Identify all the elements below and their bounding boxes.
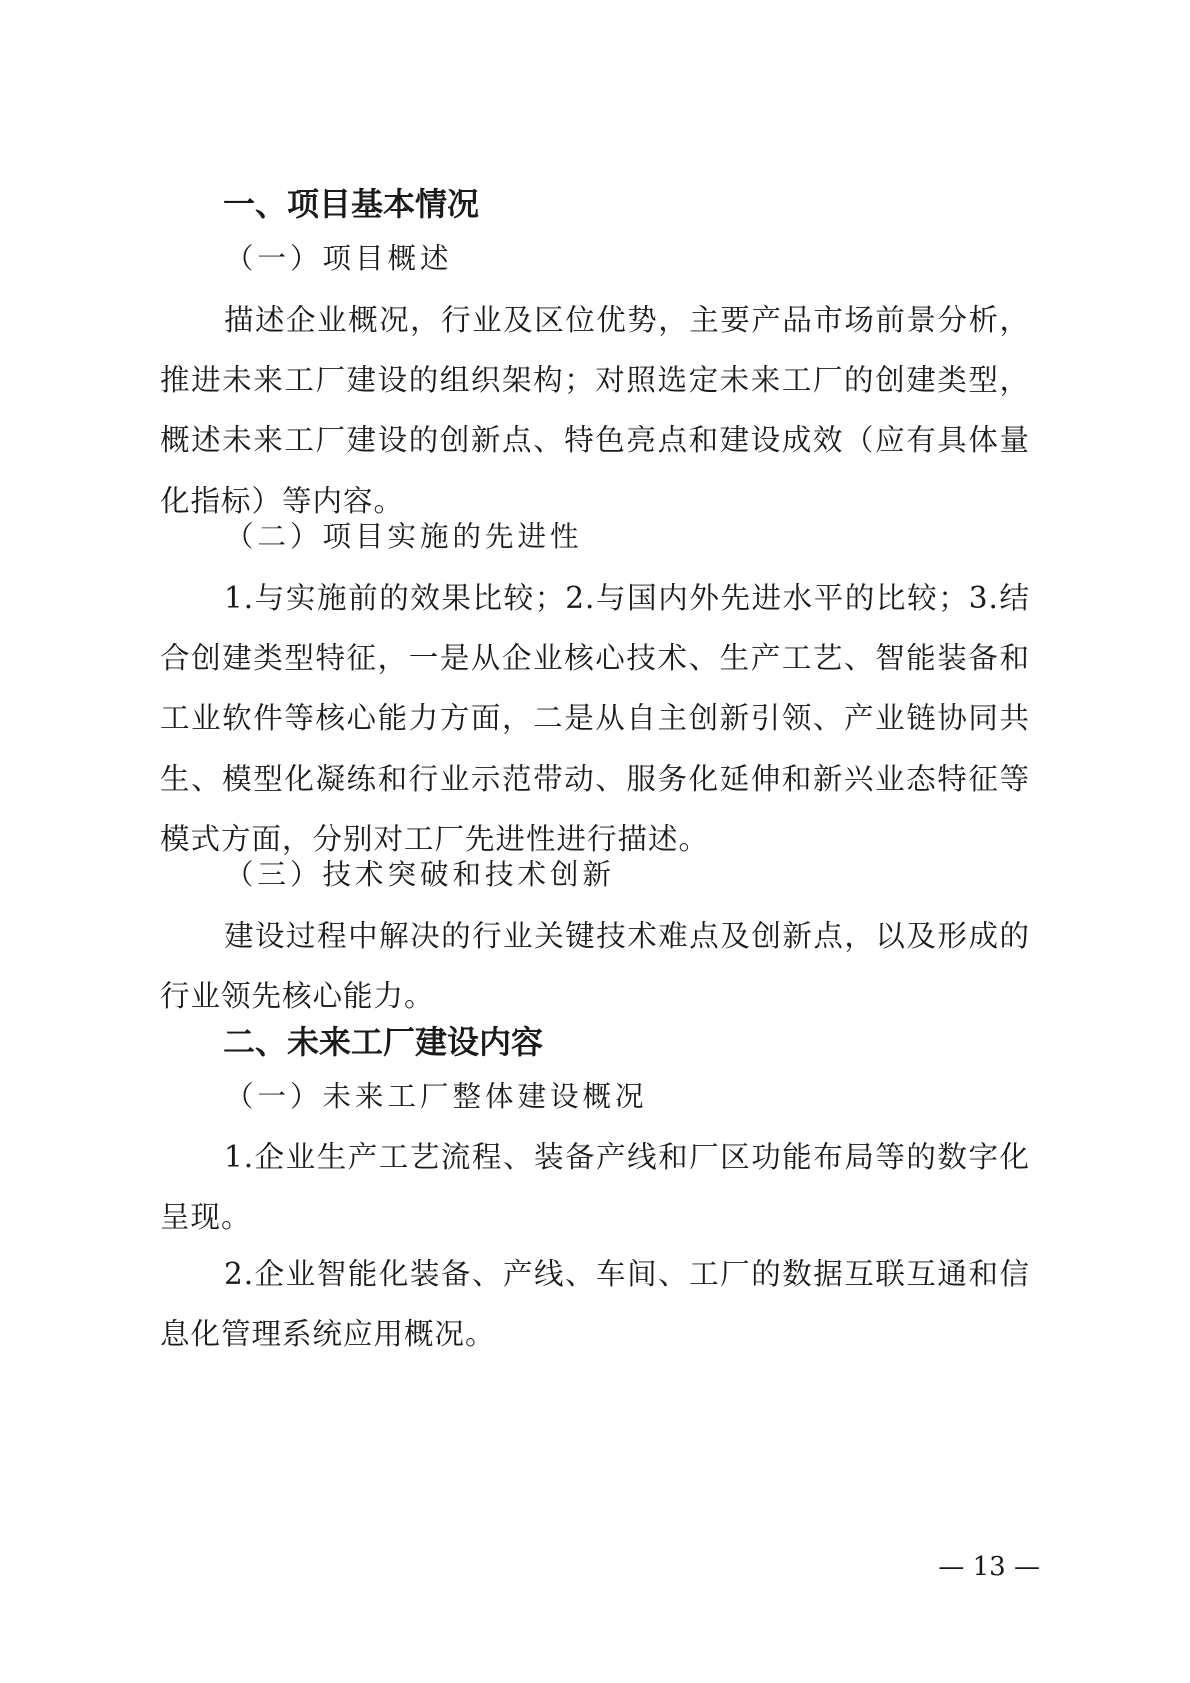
section-heading-1: 一、项目基本情况 <box>223 185 480 223</box>
list-item-2: 2.企业智能化装备、产线、车间、工厂的数据互联互通和信息化管理系统应用概况。 <box>160 1257 1030 1352</box>
subsection-heading-innovation: （三）技术突破和技术创新 <box>225 858 616 891</box>
section-heading-2: 二、未来工厂建设内容 <box>223 1023 544 1061</box>
subsection-heading-overall: （一）未来工厂整体建设概况 <box>225 1080 648 1113</box>
subsection-heading-advancement: （二）项目实施的先进性 <box>225 520 583 553</box>
page-number: — 13 — <box>938 1552 1040 1582</box>
paragraph-innovation: 建设过程中解决的行业关键技术难点及创新点，以及形成的行业领先核心能力。 <box>160 919 1030 1014</box>
list-item-1: 1.企业生产工艺流程、装备产线和厂区功能布局等的数字化呈现。 <box>160 1140 1030 1235</box>
subsection-heading-overview: （一）项目概述 <box>225 242 453 275</box>
paragraph-advancement: 1.与实施前的效果比较；2.与国内外先进水平的比较；3.结合创建类型特征，一是从企业核心技术、生产工艺、智能装备和工业软件等核心能力方面，二是从自主创新引领、产业链协同共生、模型化凝练和行业示范带动、服务化延伸和新兴业态特征等模式方面，分别对工厂先进性进行描述。 <box>160 581 1030 856</box>
paragraph-overview: 描述企业概况，行业及区位优势，主要产品市场前景分析，推进未来工厂建设的组织架构；对照选定未来工厂的创建类型，概述未来工厂建设的创新点、特色亮点和建设成效（应有具体量化指标）等内容。 <box>160 303 1030 518</box>
